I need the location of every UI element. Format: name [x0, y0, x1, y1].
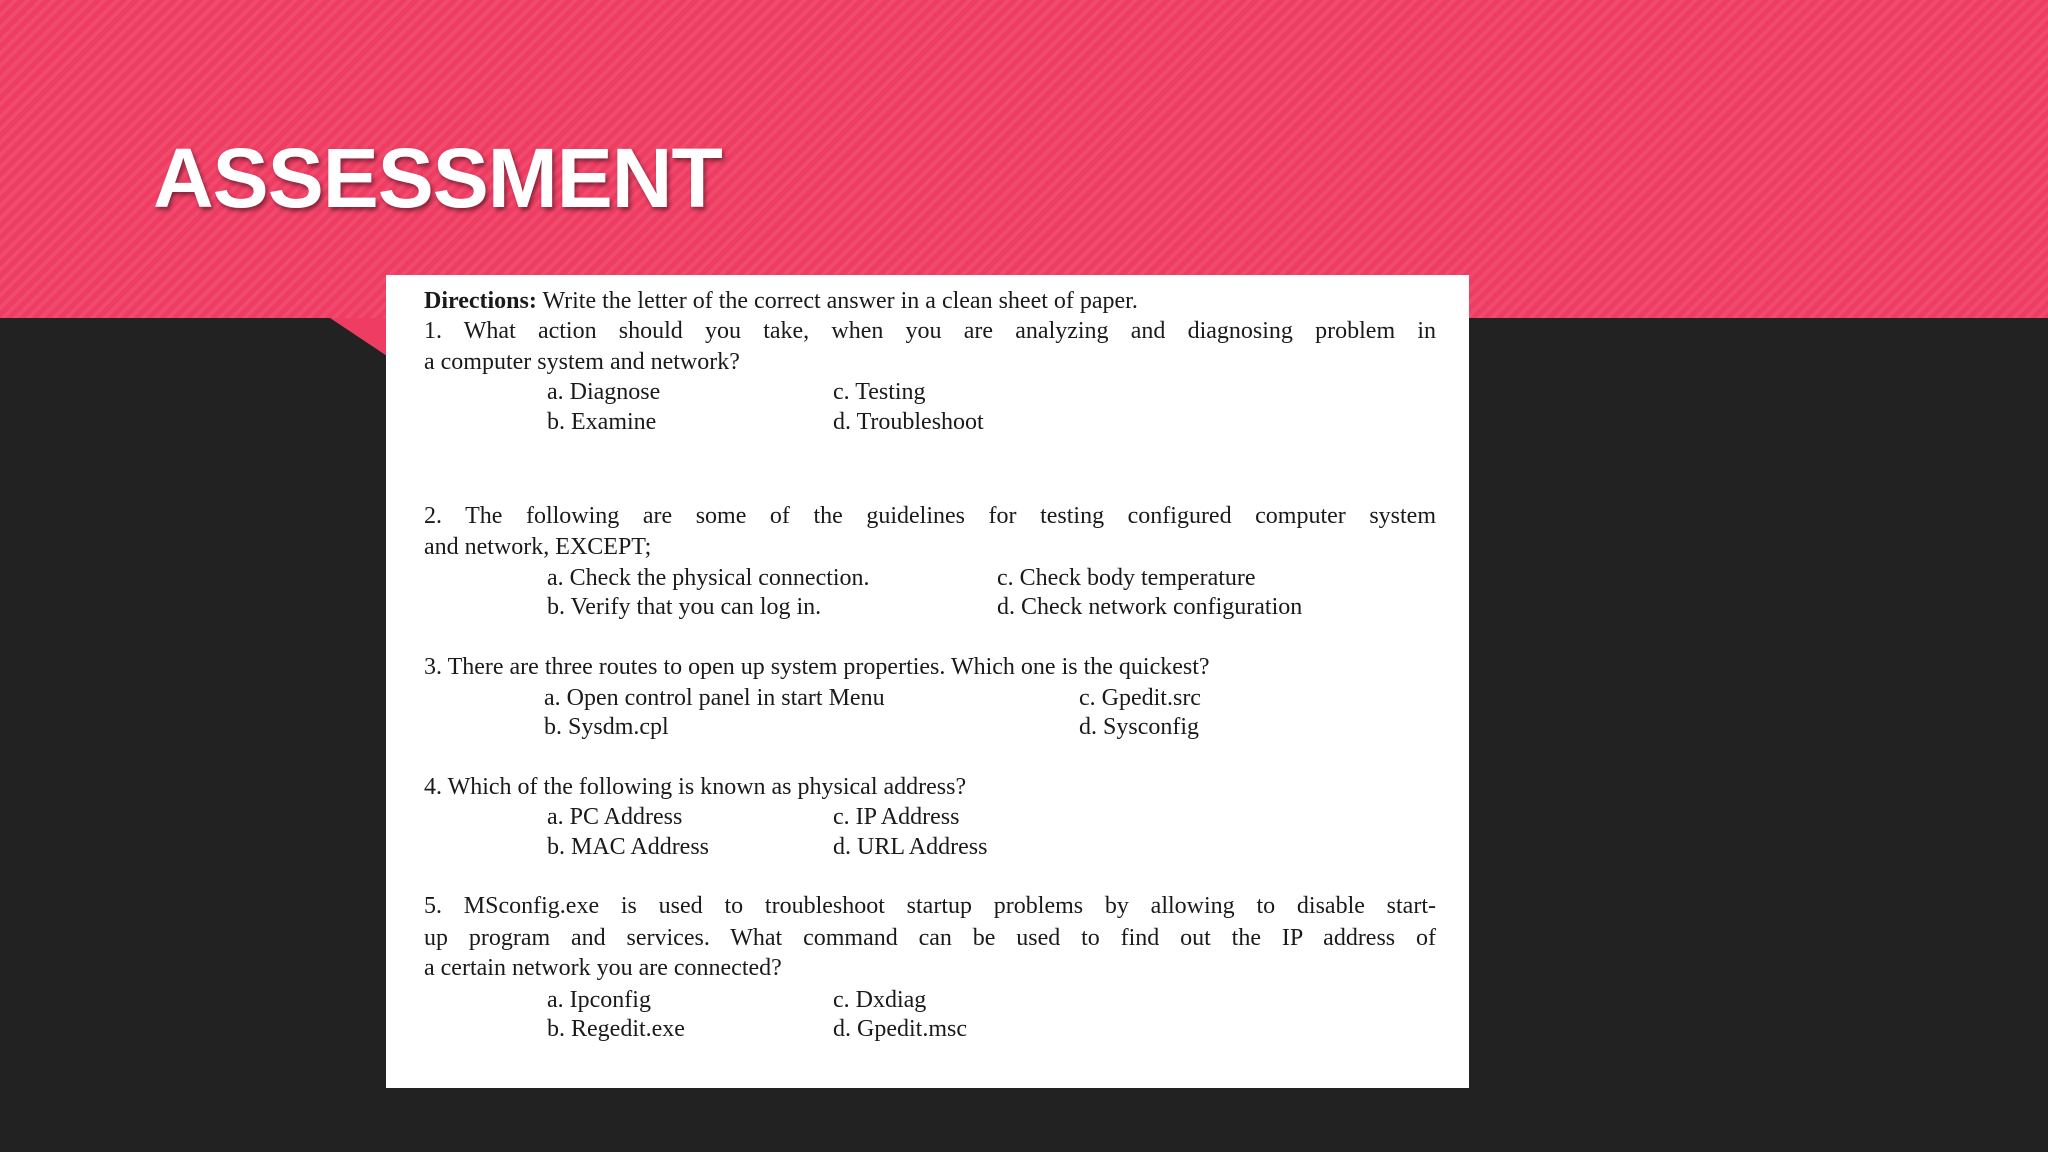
question-4-choice-c: c. IP Address	[833, 804, 960, 830]
question-4-choice-b: b. MAC Address	[547, 834, 710, 860]
question-2-choice-b: b. Verify that you can log in.	[547, 594, 822, 620]
question-1-choice-b: b. Examine	[547, 409, 657, 435]
question-5-line-3: a certain network you are connected?	[424, 955, 782, 981]
question-5-choice-a: a. Ipconfig	[547, 987, 651, 1013]
question-1-line-2: a computer system and network?	[424, 349, 740, 375]
banner-notch	[330, 318, 390, 358]
question-3-choice-d: d. Sysconfig	[1079, 714, 1199, 740]
question-4-choice-d: d. URL Address	[833, 834, 988, 860]
question-5-choice-c: c. Dxdiag	[833, 987, 927, 1013]
question-3-choice-b: b. Sysdm.cpl	[544, 714, 669, 740]
question-2-choice-d: d. Check network configuration	[997, 594, 1303, 620]
question-2-choice-a: a. Check the physical connection.	[547, 565, 870, 591]
question-5-choice-d: d. Gpedit.msc	[833, 1016, 967, 1042]
question-5-line-1: 5. MSconfig.exe is used to troubleshoot startup problems by allowing to disable start-	[424, 893, 1436, 919]
question-4-choice-a: a. PC Address	[547, 804, 683, 830]
question-1-choice-c: c. Testing	[833, 379, 926, 405]
question-5-line-2: up program and services. What command can be used to find out the IP address of	[424, 925, 1436, 951]
question-1-choice-a: a. Diagnose	[547, 379, 661, 405]
question-3-choice-a: a. Open control panel in start Menu	[544, 685, 885, 711]
question-3-choice-c: c. Gpedit.src	[1079, 685, 1201, 711]
question-1-line-1: 1. What action should you take, when you are analyzing and diagnosing problem in	[424, 318, 1436, 344]
directions-text: Write the letter of the correct answer in a clean sheet of paper.	[536, 288, 1138, 314]
question-2-line-2: and network, EXCEPT;	[424, 534, 652, 560]
question-4-line-1: 4. Which of the following is known as physical address?	[424, 774, 967, 800]
question-1-choice-d: d. Troubleshoot	[833, 409, 984, 435]
question-2-choice-c: c. Check body temperature	[997, 565, 1256, 591]
question-5-choice-b: b. Regedit.exe	[547, 1016, 685, 1042]
directions	[424, 289, 1138, 313]
directions-label: Directions:	[424, 288, 537, 314]
slide-title: ASSESSMENT	[153, 131, 722, 225]
question-2-line-1: 2. The following are some of the guidelines for testing configured computer system	[424, 503, 1436, 529]
question-3-line-1: 3. There are three routes to open up system properties. Which one is the quickest?	[424, 654, 1210, 680]
assessment-sheet	[386, 275, 1469, 1088]
